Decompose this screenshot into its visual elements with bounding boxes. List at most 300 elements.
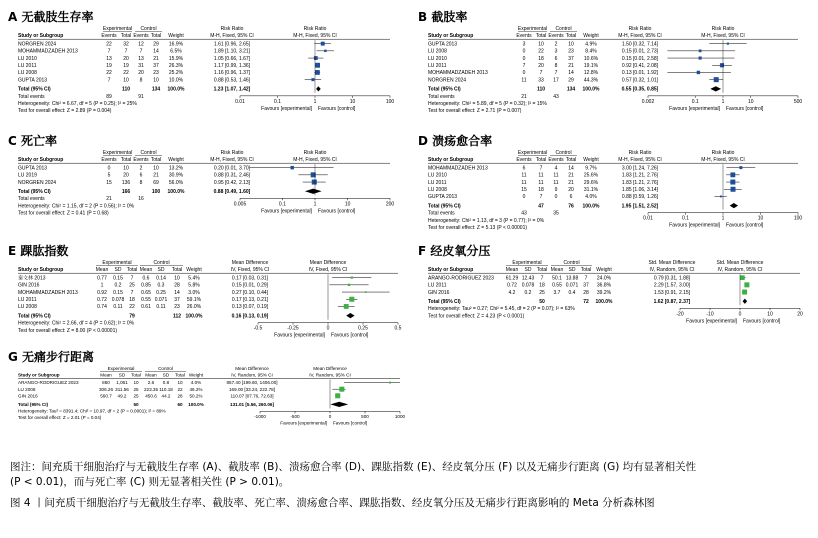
study-ci: 0.17 [0.03, 0.31] xyxy=(231,275,269,282)
study-name: LU 2008 xyxy=(428,187,447,193)
forest-panel-a xyxy=(8,8,408,130)
study-value: 0.85 xyxy=(141,282,151,289)
total-events-value: 16 xyxy=(138,196,144,203)
study-value: 0.2 xyxy=(114,282,122,289)
x-tick-label: 0.005 xyxy=(233,201,247,208)
study-value: 17 xyxy=(553,77,559,84)
plot-header: Mean Difference xyxy=(313,366,347,371)
study-weight: 36.8% xyxy=(596,282,612,289)
study-value: 110.18 xyxy=(159,386,173,392)
panel-title-a: A 无截肢生存率 xyxy=(8,10,94,24)
study-value: 10 xyxy=(123,77,129,84)
total-value: 112 xyxy=(172,313,182,320)
total-label: Total (95% CI) xyxy=(18,313,51,320)
total-value: 60 xyxy=(177,402,183,407)
column-header: Study or Subgroup xyxy=(428,267,474,274)
x-tick-label: 0 xyxy=(328,413,332,419)
forest-plot-svg xyxy=(8,348,408,438)
x-tick-label: 100 xyxy=(385,98,395,105)
study-ci: 0.88 [0.31, 2.46] xyxy=(213,172,251,179)
x-tick-label: 20 xyxy=(797,311,803,318)
point-estimate xyxy=(699,49,702,52)
total-value: 166 xyxy=(121,189,131,195)
x-tick-label: 10 xyxy=(344,201,351,208)
study-weight: 59.1% xyxy=(186,297,202,303)
study-weight: 4.9% xyxy=(585,41,597,48)
group-label-experimental: Experimental xyxy=(107,366,135,371)
pooled-diamond xyxy=(316,86,321,91)
study-value: 0.078 xyxy=(111,297,125,303)
x-tick-label: 500 xyxy=(793,98,803,105)
heterogeneity-text: Heterogeneity: Chi² = 2.66, df = 4 (P = 0.62); I² = 0% xyxy=(18,320,135,327)
study-ci: 2.29 [1.57, 3.00] xyxy=(653,282,691,289)
study-value: 2.6 xyxy=(147,380,155,386)
study-value: 7 xyxy=(539,165,543,172)
favours-left-label: Favours [experimental] xyxy=(669,105,720,112)
study-value: 306.26 xyxy=(98,386,114,392)
caption-line-1: 图注：间充质干细胞治疗与无截肢生存率 (A)、截肢率 (B)、溃疡愈合率 (D)、踝肱指数 (E)、经皮氧分压 (F) 以及无痛步行距离 (G) 均有显著相关性 xyxy=(10,461,697,473)
study-value: 23 xyxy=(174,304,180,311)
study-name: GUPTA 2013 xyxy=(18,77,48,84)
study-value: 21 xyxy=(568,63,574,69)
total-events-value: 89 xyxy=(106,93,112,100)
total-label: Total (95% CI) xyxy=(18,402,49,407)
point-estimate xyxy=(720,63,724,67)
study-value: 7 xyxy=(584,275,588,282)
column-header: Total xyxy=(150,33,162,40)
panel-title-e: E 踝肱指数 xyxy=(8,244,69,258)
total-value: 134 xyxy=(566,86,576,93)
effect-header: Risk Ratio xyxy=(220,26,244,32)
study-value: 6 xyxy=(139,172,143,179)
heterogeneity-text: Heterogeneity: Chi² = 1.15, df = 2 (P = 0.56); I² = 0% xyxy=(18,203,135,210)
total-ci: 1.23 [1.07, 1.42] xyxy=(213,86,251,93)
column-header: Total xyxy=(120,157,132,164)
study-value: 50.1 xyxy=(552,275,562,282)
total-value: 79 xyxy=(129,313,135,320)
figure-title: 图 4 丨间充质干细胞治疗与无截肢生存率、截肢率、死亡率、溃疡愈合率、踝肱指数、经皮氧分压及无痛步行距离影响的 Meta 分析森林图 xyxy=(10,497,655,509)
forest-panel-f xyxy=(418,242,808,342)
study-ci: 0.88 [0.59, 1.26] xyxy=(621,194,659,201)
column-header: IV, Random, 95% CI xyxy=(717,267,763,274)
column-header: Total xyxy=(565,157,577,164)
group-label-control: Control xyxy=(555,150,572,156)
point-estimate xyxy=(290,166,293,169)
x-tick-label: 0.002 xyxy=(641,98,655,105)
study-value: 3.7 xyxy=(553,289,561,296)
study-value: 14 xyxy=(568,70,574,77)
study-value: 9 xyxy=(554,187,558,193)
x-tick-label: -10 xyxy=(706,311,714,318)
favours-left-label: Favours [experimental] xyxy=(669,222,720,229)
point-estimate xyxy=(312,180,317,185)
study-ci: 1.61 [0.96, 2.65] xyxy=(213,41,251,48)
favours-right-label: Favours [control] xyxy=(743,318,781,325)
plot-header: Std. Mean Difference xyxy=(716,260,764,266)
group-label-experimental: Experimental xyxy=(512,260,542,266)
column-header: Weight xyxy=(583,33,599,40)
forest-plot-svg xyxy=(8,132,408,232)
total-weight: 100.0% xyxy=(185,313,203,320)
column-header: IV, Random, 95% CI xyxy=(231,372,273,378)
study-ci: 1.17 [0.99, 1.36] xyxy=(213,63,251,69)
heterogeneity-text: Heterogeneity: Chi² = 5.89, df = 5 (P = 0.32); I² = 15% xyxy=(428,101,547,107)
point-estimate xyxy=(315,63,320,68)
study-ci: 1.50 [0.32, 7.14] xyxy=(621,41,659,48)
total-events-label: Total events xyxy=(18,93,45,100)
study-name: MOHAMMADZADEH 2013 xyxy=(18,48,78,55)
x-tick-label: 0.5 xyxy=(394,325,402,332)
study-value: 28 xyxy=(177,393,183,399)
study-name: GUPTA 2013 xyxy=(428,194,458,201)
favours-right-label: Favours [control] xyxy=(333,420,368,426)
study-weight: 5.8% xyxy=(188,282,200,289)
overall-effect-text: Test for overall effect: Z = 2.71 (P = 0.007) xyxy=(428,108,522,115)
total-ci: 1.62 [0.87, 2.37] xyxy=(653,299,691,305)
study-value: 28 xyxy=(174,282,180,289)
column-header: Events xyxy=(548,157,564,164)
study-value: 21 xyxy=(568,172,574,179)
favours-right-label: Favours [control] xyxy=(331,332,369,339)
group-label-control: Control xyxy=(158,366,173,371)
study-name: ARANGO-RODRIGUEZ 2023 xyxy=(428,275,494,282)
favours-left-label: Favours [experimental] xyxy=(274,332,325,339)
study-value: 22 xyxy=(129,304,135,311)
point-estimate xyxy=(730,172,735,177)
favours-left-label: Favours [experimental] xyxy=(261,105,312,112)
study-ci: 0.92 [0.41, 2.08] xyxy=(621,63,659,69)
study-value: 8 xyxy=(139,77,143,84)
study-name: GUPTA 2013 xyxy=(428,41,458,48)
study-value: 44.2 xyxy=(161,393,171,399)
column-header: Total xyxy=(120,33,132,40)
total-value: 47 xyxy=(538,203,544,210)
column-header: Mean xyxy=(145,372,157,378)
column-header: Study or Subgroup xyxy=(18,33,64,40)
overall-effect-text: Test for overall effect: Z = 2.89 (P = 0.004) xyxy=(18,108,112,115)
study-value: 7 xyxy=(130,275,134,282)
study-name: LU 2011 xyxy=(428,282,447,289)
study-value: 2 xyxy=(554,41,558,48)
study-value: 3 xyxy=(522,41,526,48)
total-value: 110 xyxy=(121,86,131,93)
study-value: 0.071 xyxy=(565,282,579,289)
study-value: 20 xyxy=(538,63,544,69)
study-value: 7 xyxy=(139,48,143,55)
x-tick-label: 0.1 xyxy=(278,201,286,208)
group-label-control: Control xyxy=(563,260,580,266)
total-label: Total (95% CI) xyxy=(428,203,461,210)
total-events-label: Total events xyxy=(428,210,455,217)
study-value: 32 xyxy=(123,41,129,48)
study-weight: 31.1% xyxy=(583,187,599,193)
study-value: 0.8 xyxy=(162,380,170,386)
study-value: 223.35 xyxy=(143,386,159,392)
total-value: 134 xyxy=(151,86,161,93)
study-value: 7 xyxy=(107,48,111,55)
point-estimate xyxy=(348,284,350,286)
study-weight: 44.3% xyxy=(583,77,599,84)
column-header: Events xyxy=(133,33,149,40)
study-value: 10 xyxy=(538,41,544,48)
study-weight: 16.9% xyxy=(168,41,184,48)
x-tick-label: -1000 xyxy=(254,413,266,419)
column-header: Mean xyxy=(505,267,519,274)
total-events-value: 21 xyxy=(521,93,527,100)
total-value: 110 xyxy=(536,86,546,93)
study-weight: 10.6% xyxy=(583,55,599,62)
study-value: 11 xyxy=(538,172,544,179)
study-value: 21 xyxy=(153,172,159,179)
study-value: 311.56 xyxy=(115,386,129,392)
group-label-control: Control xyxy=(140,150,157,156)
study-value: 22 xyxy=(106,70,112,77)
study-ci: 0.79 [0.31, 1.88] xyxy=(653,275,691,282)
study-value: 136 xyxy=(121,179,131,186)
total-events-label: Total events xyxy=(428,93,455,100)
pooled-diamond xyxy=(730,203,738,208)
study-value: 7 xyxy=(522,63,526,69)
study-weight: 19.1% xyxy=(583,63,599,69)
study-value: 0 xyxy=(522,48,526,55)
study-ci: 857.40 [199.60, 1406.00] xyxy=(226,380,278,386)
x-tick-label: 0.25 xyxy=(358,325,368,332)
column-header: Events xyxy=(133,157,149,164)
column-header: Total xyxy=(175,372,185,378)
study-value: 15 xyxy=(106,179,112,186)
study-weight: 5.4% xyxy=(188,275,200,282)
study-value: 450.6 xyxy=(145,393,157,399)
study-value: 20 xyxy=(138,70,144,77)
favours-left-label: Favours [experimental] xyxy=(686,318,737,325)
forest-panel-c xyxy=(8,132,408,232)
study-value: 69 xyxy=(153,179,159,186)
x-tick-label: -20 xyxy=(676,311,684,318)
study-weight: 9.7% xyxy=(585,165,597,172)
caption-line-2: (P < 0.01)，而与死亡率 (C) 则无显著相关性 (P > 0.01)。 xyxy=(10,476,290,488)
favours-right-label: Favours [control] xyxy=(318,105,356,112)
study-value: 11 xyxy=(553,172,559,179)
study-value: 21 xyxy=(568,179,574,186)
point-estimate xyxy=(720,196,722,198)
total-label: Total (95% CI) xyxy=(18,86,51,93)
total-weight: 100.0% xyxy=(582,86,600,93)
total-ci: 0.88 [0.49, 1.60] xyxy=(213,189,251,195)
study-value: 0.77 xyxy=(97,275,107,282)
x-tick-label: 200 xyxy=(385,201,395,208)
total-ci: 0.55 [0.35, 0.85] xyxy=(621,86,659,93)
study-value: 11 xyxy=(553,179,559,186)
study-ci: 1.85 [1.06, 3.14] xyxy=(621,187,659,193)
study-ci: 0.27 [0.10, 0.44] xyxy=(231,289,269,296)
total-ci: 131.01 [5.56, 260.06] xyxy=(230,402,274,407)
study-value: 29 xyxy=(153,41,159,48)
study-ci: 0.15 [0.01, 2.73] xyxy=(621,48,659,55)
study-weight: 12.8% xyxy=(583,70,599,77)
study-value: 23 xyxy=(153,70,159,77)
x-tick-label: 100 xyxy=(793,215,803,222)
study-value: 20 xyxy=(123,55,129,62)
column-header: M-H, Fixed, 95% CI xyxy=(210,157,254,164)
study-value: 0.61 xyxy=(141,304,151,311)
overall-effect-text: Test for overall effect: Z = 4.23 (P < 0.0001) xyxy=(428,313,525,320)
study-value: 0.11 xyxy=(156,304,166,311)
column-header: Mean xyxy=(139,267,153,274)
study-value: 18 xyxy=(539,282,545,289)
forest-plot-svg xyxy=(418,242,808,342)
column-header: M-H, Fixed, 95% CI xyxy=(293,33,337,40)
study-weight: 15.9% xyxy=(168,55,184,62)
point-estimate xyxy=(315,70,320,75)
column-header: SD xyxy=(118,372,126,378)
study-weight: 26.0% xyxy=(186,304,202,311)
study-value: 22 xyxy=(106,41,112,48)
study-value: 0.25 xyxy=(156,289,166,296)
study-value: 4.2 xyxy=(508,289,516,296)
study-name: LU 2010 xyxy=(18,55,37,62)
study-ci: 0.57 [0.32, 1.01] xyxy=(621,77,659,84)
column-header: Study or Subgroup xyxy=(428,157,474,164)
study-ci: 0.88 [0.53, 1.46] xyxy=(213,77,251,84)
study-value: 0.92 xyxy=(97,289,107,296)
study-value: 19 xyxy=(106,63,112,69)
study-name: 秦文林 2013 xyxy=(18,275,46,282)
study-value: 11 xyxy=(521,77,527,84)
study-value: 18 xyxy=(129,297,135,303)
study-value: 37 xyxy=(568,55,574,62)
total-events-value: 91 xyxy=(138,93,144,100)
column-header: SD xyxy=(568,267,576,274)
total-events-value: 43 xyxy=(553,93,559,100)
total-ci: 0.16 [0.13, 0.19] xyxy=(231,313,269,320)
column-header: Total xyxy=(126,267,138,274)
total-label: Total (95% CI) xyxy=(428,299,461,305)
pooled-diamond xyxy=(330,402,348,407)
study-value: 11 xyxy=(538,179,544,186)
pooled-diamond xyxy=(346,313,354,318)
study-value: 11 xyxy=(521,172,527,179)
study-name: GIN 2016 xyxy=(428,289,450,296)
study-value: 19 xyxy=(123,63,129,69)
study-value: 49.2 xyxy=(117,393,127,399)
column-header: M-H, Fixed, 95% CI xyxy=(701,157,745,164)
column-header: Total xyxy=(150,157,162,164)
study-weight: 4.0% xyxy=(190,380,202,386)
study-value: 8 xyxy=(139,179,143,186)
study-value: 0 xyxy=(107,165,111,172)
study-value: 0.15 xyxy=(113,275,123,282)
study-value: 7 xyxy=(130,289,134,296)
study-weight: 46.2% xyxy=(189,386,203,392)
x-tick-label: 1 xyxy=(721,98,725,105)
total-weight: 100.0% xyxy=(188,402,204,407)
total-weight: 100.0% xyxy=(582,203,600,210)
study-weight: 56.0% xyxy=(168,179,184,186)
study-name: NORGREN 2024 xyxy=(428,77,467,84)
study-value: 1 xyxy=(100,282,104,289)
point-estimate xyxy=(339,387,344,392)
forest-plot-svg xyxy=(418,132,808,242)
heterogeneity-text: Heterogeneity: Chi² = 6.67, df = 5 (P = 0.25); I² = 25% xyxy=(18,101,137,107)
plot-header: Risk Ratio xyxy=(711,150,735,156)
column-header: Mean xyxy=(100,372,112,378)
column-header: SD xyxy=(524,267,532,274)
study-value: 0.55 xyxy=(141,297,151,303)
study-value: 7 xyxy=(554,70,558,77)
heterogeneity-text: Heterogeneity: Tau² = 8391.4; Chi² = 10.97, df = 2 (P = 0.0001); I² = 89% xyxy=(18,408,166,414)
group-label-control: Control xyxy=(140,26,157,32)
study-value: 14 xyxy=(153,48,159,55)
study-value: 15 xyxy=(521,187,527,193)
study-ci: 0.17 [0.13, 0.21] xyxy=(231,297,269,303)
overall-effect-text: Test for overall effect: Z = 5.13 (P < 0.00001) xyxy=(428,225,528,231)
panel-title-b: B 截肢率 xyxy=(418,10,468,24)
total-weight: 100.0% xyxy=(167,189,185,195)
study-ci: 0.15 [0.01, 2.58] xyxy=(621,55,659,62)
study-name: LU 2010 xyxy=(428,172,447,179)
column-header: M-H, Fixed, 95% CI xyxy=(618,33,662,40)
column-header: Weight xyxy=(168,157,184,164)
study-name: GIN 2016 xyxy=(18,282,40,289)
study-ci: 3.00 [1.24, 7.26] xyxy=(621,165,659,172)
column-header: SD xyxy=(162,372,170,378)
study-value: 0.2 xyxy=(524,289,532,296)
x-tick-label: 10 xyxy=(349,98,356,105)
study-value: 12.43 xyxy=(521,275,535,282)
heterogeneity-text: Heterogeneity: Tau² = 0.27; Chi² = 5.45, df = 2 (P = 0.07); I² = 63% xyxy=(428,306,575,313)
study-value: 10 xyxy=(568,41,574,48)
study-name: LU 2019 xyxy=(18,172,37,179)
total-weight: 100.0% xyxy=(595,299,613,305)
study-value: 4 xyxy=(554,165,558,172)
study-name: MOHAMMADZADEH 2013 xyxy=(428,165,488,172)
group-label-experimental: Experimental xyxy=(517,26,548,32)
study-value: 0 xyxy=(522,70,526,77)
study-value: 0 xyxy=(522,55,526,62)
x-tick-label: 1 xyxy=(313,98,317,105)
study-weight: 13.2% xyxy=(168,165,184,172)
point-estimate xyxy=(365,291,367,293)
study-weight: 6.5% xyxy=(170,48,182,55)
pooled-diamond xyxy=(305,189,322,194)
study-value: 0.74 xyxy=(97,304,107,311)
study-value: 29 xyxy=(568,77,574,84)
study-value: 14 xyxy=(174,289,180,296)
effect-header: Risk Ratio xyxy=(220,150,244,156)
study-ci: 0.20 [0.01, 3.70] xyxy=(213,165,251,172)
study-weight: 8.4% xyxy=(585,48,597,55)
x-tick-label: 10 xyxy=(767,311,773,318)
x-tick-label: 0.1 xyxy=(682,215,689,222)
favours-right-label: Favours [control] xyxy=(318,208,356,215)
study-value: 10 xyxy=(153,165,159,172)
x-tick-label: -0.5 xyxy=(253,325,263,332)
study-name: LU 2011 xyxy=(18,297,37,303)
study-weight: 3.0% xyxy=(188,289,200,296)
column-header: IV, Random, 95% CI xyxy=(649,267,695,274)
study-weight: 25.6% xyxy=(583,172,599,179)
study-ci: 0.95 [0.42, 2.13] xyxy=(213,179,251,186)
point-estimate xyxy=(389,382,391,384)
study-ci: 1.89 [1.10, 3.21] xyxy=(213,48,251,55)
study-weight: 4.0% xyxy=(585,194,597,201)
total-value: 50 xyxy=(539,299,545,305)
point-estimate xyxy=(311,78,314,81)
study-weight: 26.3% xyxy=(168,63,184,69)
effect-header: Std. Mean Difference xyxy=(648,260,696,266)
study-name: LU 2011 xyxy=(428,63,447,69)
point-estimate xyxy=(351,277,353,279)
